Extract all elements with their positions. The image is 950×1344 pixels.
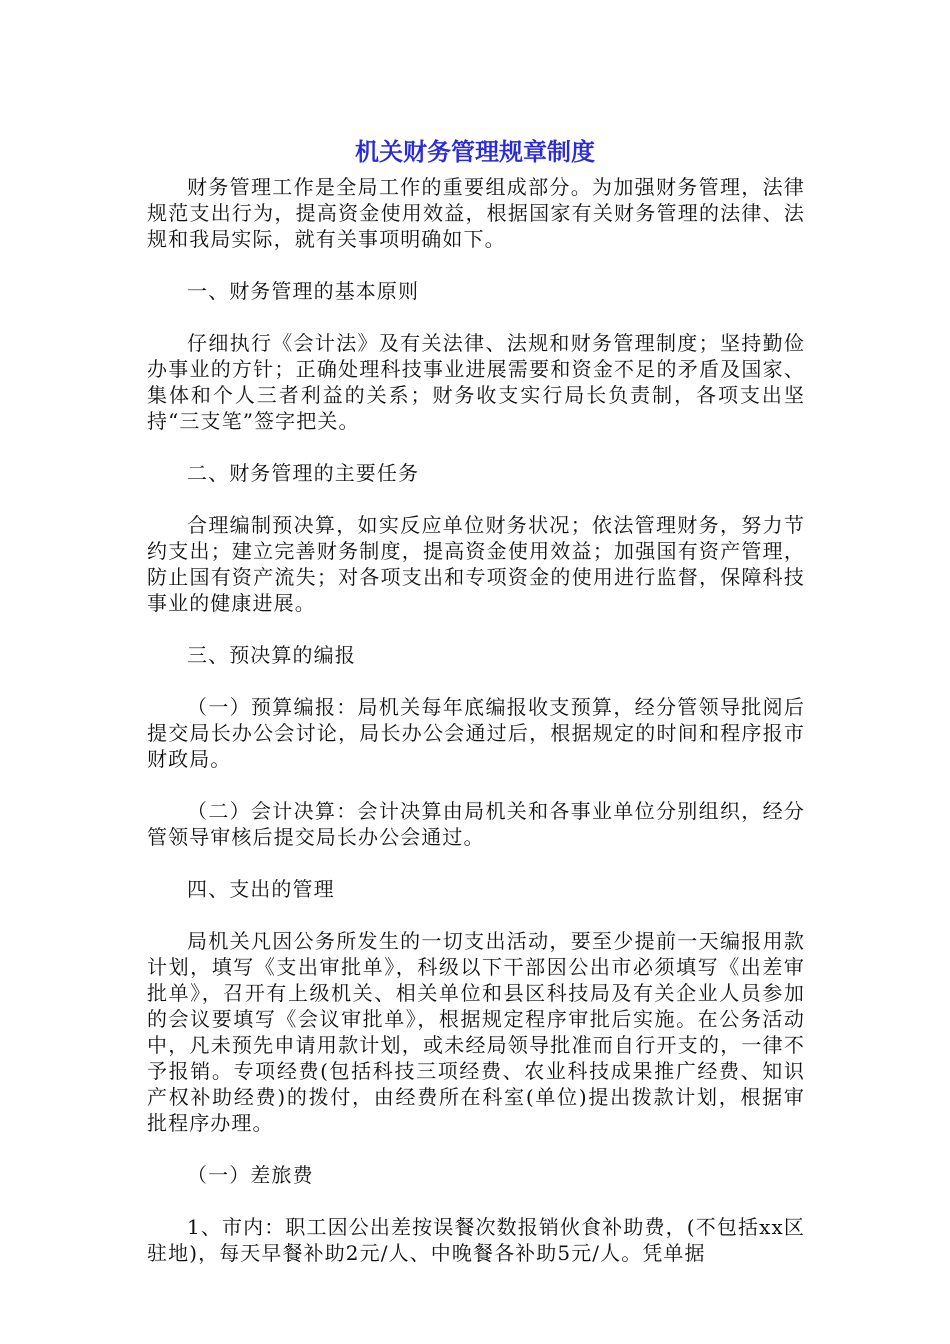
document-title: 机关财务管理规章制度 (355, 138, 595, 166)
subsection-travel-item-1: 1、市内：职工因公出差按误餐次数报销伙食补助费，(不包括xx区驻地)，每天早餐补助2元/人、中晚餐各补助5元/人。凭单据 (147, 1215, 805, 1265)
section-heading-3: 三、预决算的编报 (187, 643, 356, 667)
subsection-heading-travel: （一）差旅费 (187, 1163, 314, 1187)
section-heading-4: 四、支出的管理 (187, 877, 335, 901)
section-paragraph-1: 仔细执行《会计法》及有关法律、法规和财务管理制度；坚持勤俭办事业的方针；正确处理科技事业进展需要和资金不足的矛盾及国家、集体和个人三者利益的关系；财务收支实行局长负责制，各项支出坚持“三支笔”签字把关。 (147, 331, 805, 433)
section-heading-2: 二、财务管理的主要任务 (187, 461, 420, 485)
section-heading-1: 一、财务管理的基本原则 (187, 279, 420, 303)
section-paragraph-4: 局机关凡因公务所发生的一切支出活动，要至少提前一天编报用款计划，填写《支出审批单》，科级以下干部因公出市必须填写《出差审批单》，召开有上级机关、相关单位和县区科技局及有关企业人员参加的会议要填写《会议审批单》，根据规定程序审批后实施。在公务活动中，凡未预先申请用款计划，或未经局领导批准而自行开支的，一律不予报销。专项经费(包括科技三项经费、农业科技成果推广经费、知识产权补助经费)的拨付，由经费所在科室(单位)提出拨款计划，根据审批程序办理。 (147, 929, 805, 1135)
document-body (147, 174, 805, 1292)
section-paragraph-2: 合理编制预决算，如实反应单位财务状况；依法管理财务，努力节约支出；建立完善财务制度，提高资金使用效益；加强国有资产管理，防止国有资产流失；对各项支出和专项资金的使用进行监督，保障科技事业的健康进展。 (147, 513, 805, 615)
section-3-item-2: （二）会计决算：会计决算由局机关和各事业单位分别组织，经分管领导审核后提交局长办公会通过。 (147, 799, 805, 849)
intro-paragraph: 财务管理工作是全局工作的重要组成部分。为加强财务管理，法律规范支出行为，提高资金使用效益，根据国家有关财务管理的法律、法规和我局实际，就有关事项明确如下。 (147, 175, 805, 251)
section-3-item-1: （一）预算编报：局机关每年底编报收支预算，经分管领导批阅后提交局长办公会讨论，局长办公会通过后，根据规定的时间和程序报市财政局。 (147, 695, 805, 771)
